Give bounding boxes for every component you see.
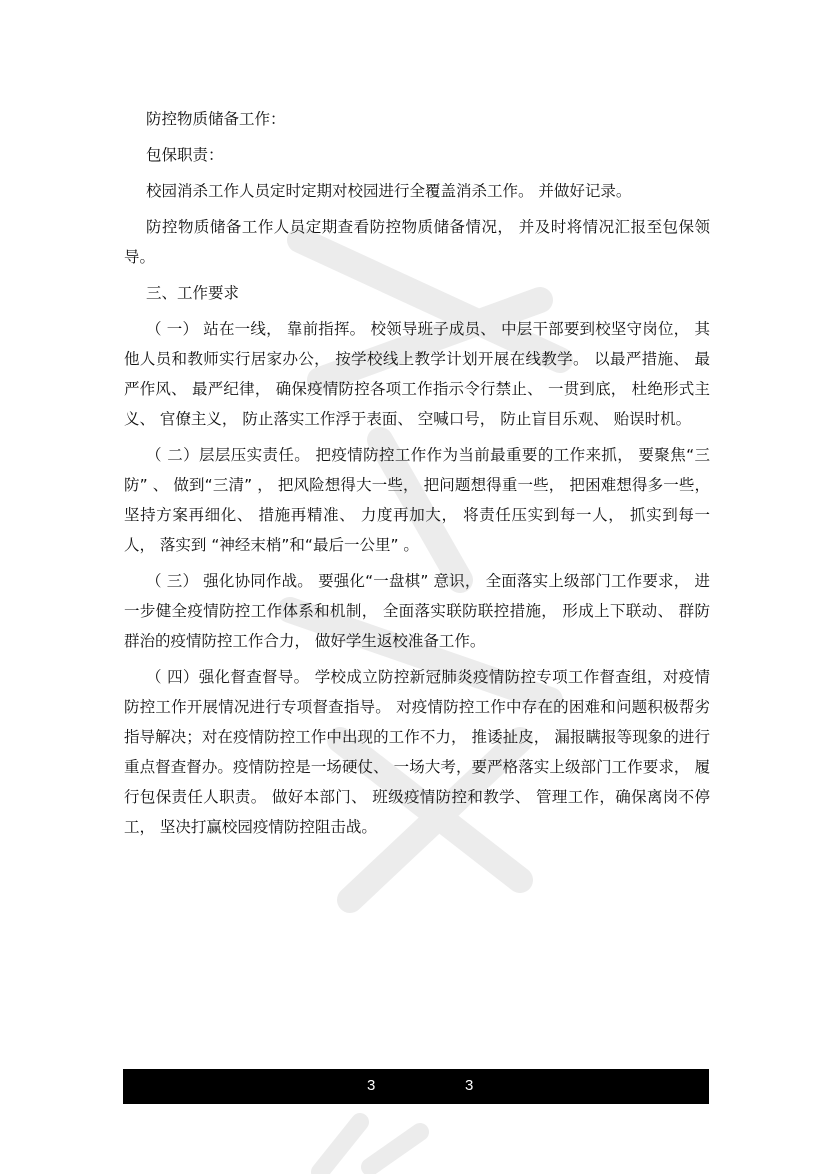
- page-number-left: 3: [367, 1077, 376, 1094]
- page-footer: [123, 1069, 709, 1104]
- section-heading: 三、工作要求: [146, 284, 240, 302]
- paragraph-3: 校园消杀工作人员定时定期对校园进行全覆盖消杀工作。 并做好记录。: [146, 182, 632, 200]
- paragraph-requirement-3: （ 三） 强化协同作战。 要强化“一盘棋” 意识， 全面落实上级部门工作要求， 进一步健全疫情防控工作体系和机制， 全面落实联防联控措施， 形成上下联动、 群防群治的疫情防控工作合力， 做好学生返校准备工作。: [124, 572, 710, 650]
- document-body: [124, 104, 710, 848]
- paragraph-requirement-2: （ 二）层层压实责任。 把疫情防控工作作为当前最重要的工作来抓， 要聚焦“三防” 、 做到“三清” ， 把风险想得大一些， 把问题想得重一些， 把困难想得多一些， 坚持方案再细化、 措施再精准、 力度再加大， 将责任压实到每一人， 抓实到每一人， 落实到 “神经末梢”和“最后一公里” 。: [124, 446, 710, 554]
- paragraph-requirement-1: （ 一） 站在一线， 靠前指挥。 校领导班子成员、 中层干部要到校坚守岗位， 其他人员和教师实行居家办公， 按学校线上教学计划开展在线教学。 以最严措施、 最严作风、 最严纪律， 确保疫情防控各项工作指示令行禁止、 一贯到底， 杜绝形式主义、 官僚主义， 防止落实工作浮于表面、 空喊口号， 防止盲目乐观、 贻误时机。: [124, 320, 710, 428]
- watermark-fragment: [300, 1112, 440, 1174]
- paragraph-2: 包保职责：: [146, 146, 224, 164]
- paragraph-requirement-4: （ 四）强化督查督导。 学校成立防控新冠肺炎疫情防控专项工作督查组，对疫情防控工作开展情况进行专项督查指导。 对疫情防控工作中存在的困难和问题积极帮劣指导解决；对在疫情防控工作中出现的工作不力， 推诿扯皮， 漏报瞒报等现象的进行重点督查督办。疫情防控是一场硬仗、 一场大考，要严格落实上级部门工作要求， 履行包保责任人职责。 做好本部门、 班级疫情防控和教学、 管理工作，确保离岗不停工， 坚决打赢校园疫情防控阻击战。: [124, 668, 710, 836]
- paragraph-4: 防控物质储备工作人员定期查看防控物质储备情况， 并及时将情况汇报至包保领导。: [124, 218, 710, 266]
- paragraph-1: 防控物质储备工作：: [146, 110, 286, 128]
- page-number-right: 3: [465, 1077, 474, 1094]
